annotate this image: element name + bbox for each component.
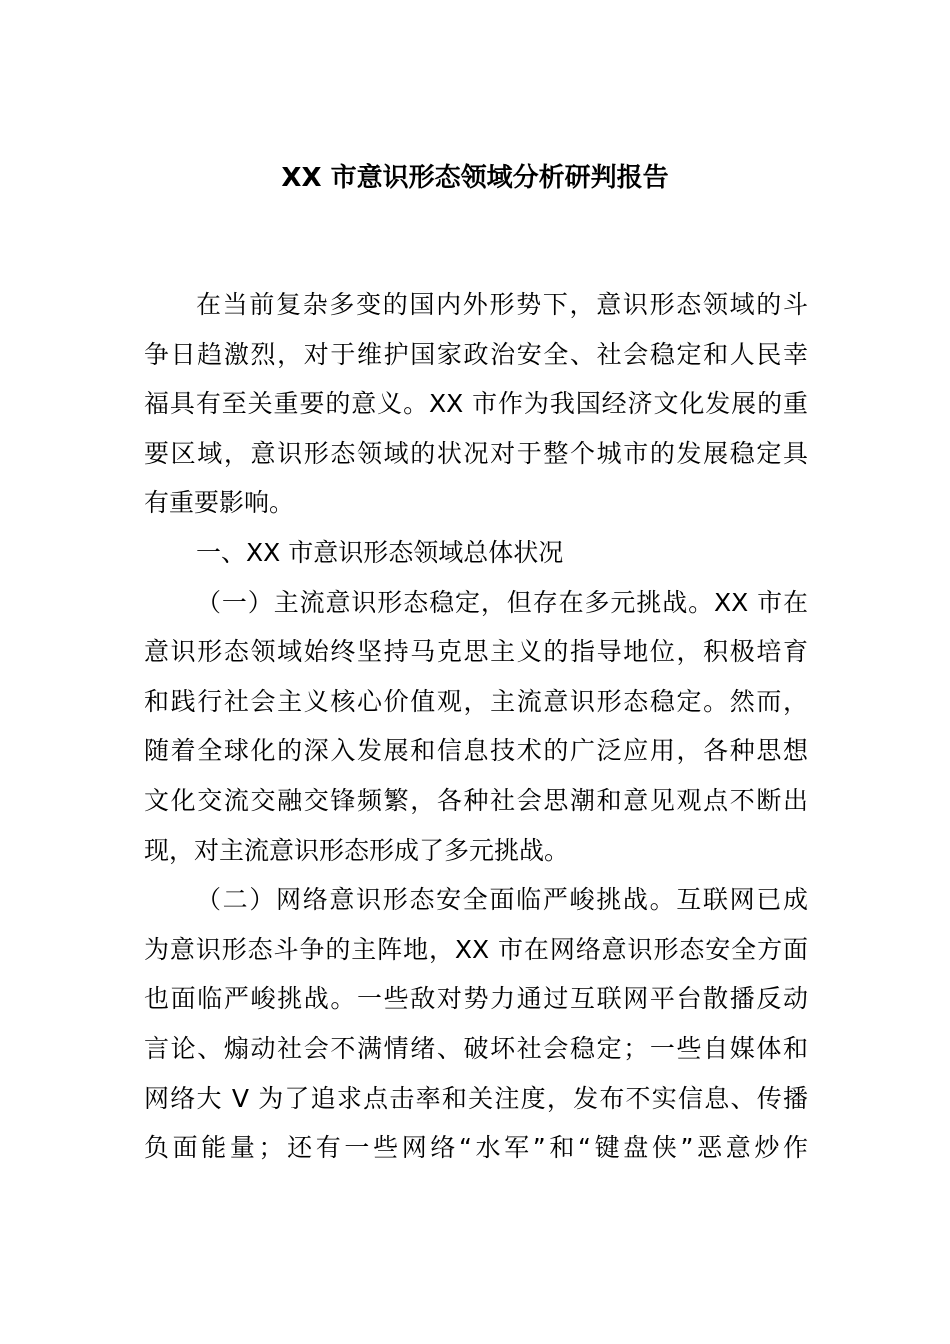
body-line: 为意识形态斗争的主阵地，XX 市在网络意识形态安全方面 <box>144 934 808 964</box>
body-line: 负面能量；还有一些网络“水军”和“键盘侠”恶意炒作 <box>144 1133 808 1163</box>
body-line: 有重要影响。 <box>144 488 295 518</box>
body-line: 和践行社会主义核心价值观，主流意识形态稳定。然而， <box>144 686 808 716</box>
body-line: 言论、煽动社会不满情绪、破坏社会稳定；一些自媒体和 <box>144 1033 808 1063</box>
body-line: （一）主流意识形态稳定，但存在多元挑战。XX 市在 <box>196 587 808 617</box>
body-line: 现，对主流意识形态形成了多元挑战。 <box>144 835 570 865</box>
body-line: 随着全球化的深入发展和信息技术的广泛应用，各种思想 <box>144 736 808 766</box>
body-line: 福具有至关重要的意义。XX 市作为我国经济文化发展的重 <box>144 389 808 419</box>
body-line: 意识形态领域始终坚持马克思主义的指导地位，积极培育 <box>144 637 808 667</box>
body-line: 要区域，意识形态领域的状况对于整个城市的发展稳定具 <box>144 438 808 468</box>
document-title: XX 市意识形态领域分析研判报告 <box>281 163 669 193</box>
document-body <box>144 280 808 1173</box>
body-line: （二）网络意识形态安全面临严峻挑战。互联网已成 <box>196 885 808 915</box>
body-line: 网络大 V 为了追求点击率和关注度，发布不实信息、传播 <box>144 1083 808 1113</box>
body-line: 争日趋激烈，对于维护国家政治安全、社会稳定和人民幸 <box>144 339 808 369</box>
body-line: 文化交流交融交锋频繁，各种社会思潮和意见观点不断出 <box>144 785 808 815</box>
body-line: 也面临严峻挑战。一些敌对势力通过互联网平台散播反动 <box>144 984 808 1014</box>
body-line: 在当前复杂多变的国内外形势下，意识形态领域的斗 <box>196 290 808 319</box>
section-heading: 一、XX 市意识形态领域总体状况 <box>196 537 564 567</box>
